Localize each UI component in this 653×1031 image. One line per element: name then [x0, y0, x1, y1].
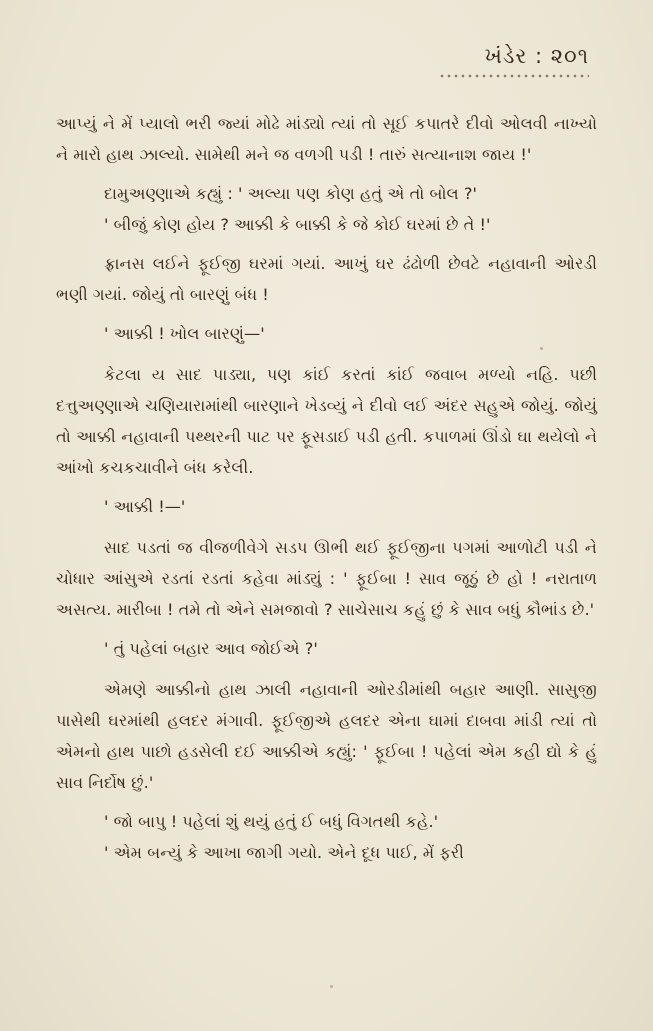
page-header: [439, 44, 589, 79]
paragraph-8: સાદ પડતાં જ વીજળીવેગે સડપ ઊભી થઈ ફૂઈજીના પગમાં આળોટી પડી ને ચોધાર આંસુએ રડતાં રડતાં કહેવા માંડ્યું : ' ફૂઈબા ! સાવ જૂઠું છે હો ! નરાતાળ અસત્ય. મારીબા ! તમે તો એને સમજાવો ? સાચેસાચ કહું છું કે સાવ બધું કૌભાંડ છે.': [56, 538, 597, 619]
paragraph-3: ' બીજું કોણ હોય ? આક્કી કે બાક્કી કે જે કોઈ ઘરમાં છે તે !': [104, 215, 491, 234]
paragraph-12: ' એમ બન્યું કે આખા જાગી ગયો. એને દૂધ પાઈ, મેં ફરી: [104, 843, 464, 862]
paragraph-2: દામુઅણ્ણાએ કહ્યું : ' અલ્યા પણ કોણ હતું એ તો બોલ ?': [104, 184, 477, 203]
paragraph-6: કેટલા ય સાદ પાડ્યા, પણ કાંઈ કરતાં કાંઈ જવાબ મળ્યો નહિ. પછી દત્તુઅણ્ણાએ ચણિયારામાંથી બારણાને ખેડવ્યું ને દીવો લઈ અંદર સહુએ જોયું. જોયું તો આક્કી નહાવાની પથ્થરની પાટ પર ફૂસડાઈ પડી હતી. કપાળમાં ઊંડો ઘા થયેલો ને આંખો કચકચાવીને બંધ કરેલી.: [56, 365, 597, 477]
paper-speck: [330, 985, 333, 988]
chapter-page-number: ખંડેર : ૨૦૧: [484, 44, 589, 68]
header-wavy-rule: [439, 73, 589, 79]
paragraph-11: ' જો બાપુ ! પહેલાં શું થયું હતું ઈ બધું વિગતથી કહે.': [104, 812, 439, 831]
paragraph-10: એમણે આક્કીનો હાથ ઝાલી નહાવાની ઓરડીમાંથી બહાર આણી. સાસુજી પાસેથી ઘરમાંથી હલદર મંગાવી. ફૂઈજીએ હલદર એના ઘામાં દાબવા માંડી ત્યાં તો એમનો હાથ પાછો હડસેલી દઈ આક્કીએ કહ્યું: ' ફૂઈબા ! પહેલાં એમ કહી દ્યો કે હું સાવ નિર્દોષ છું.': [56, 680, 597, 792]
paper-speck: [540, 347, 543, 350]
paragraph-7: ' આક્કી !—': [104, 497, 186, 516]
page-body: [56, 108, 597, 876]
paragraph-1: આપ્યું ને મેં પ્યાલો ભરી જ્યાં મોઢે માંડ્યો ત્યાં તો સૂઈ કપાતરે દીવો ઓલવી નાખ્યો ને મારો હાથ ઝાલ્યો. સામેથી મને જ વળગી પડી ! તારું સત્યાનાશ જાય !': [56, 114, 597, 164]
paragraph-5: ' આક્કી ! ખોલ બારણું—': [104, 324, 265, 343]
paragraph-4: ફ્રાનસ લઈને ફૂઈજી ઘરમાં ગયાં. આખું ઘર ઢંઢોળી છેવટે નહાવાની ઓરડી ભણી ગયાં. જોયું તો બારણું બંધ !: [56, 254, 597, 304]
paragraph-9: ' તું પહેલાં બહાર આવ જોઈએ ?': [104, 639, 318, 658]
